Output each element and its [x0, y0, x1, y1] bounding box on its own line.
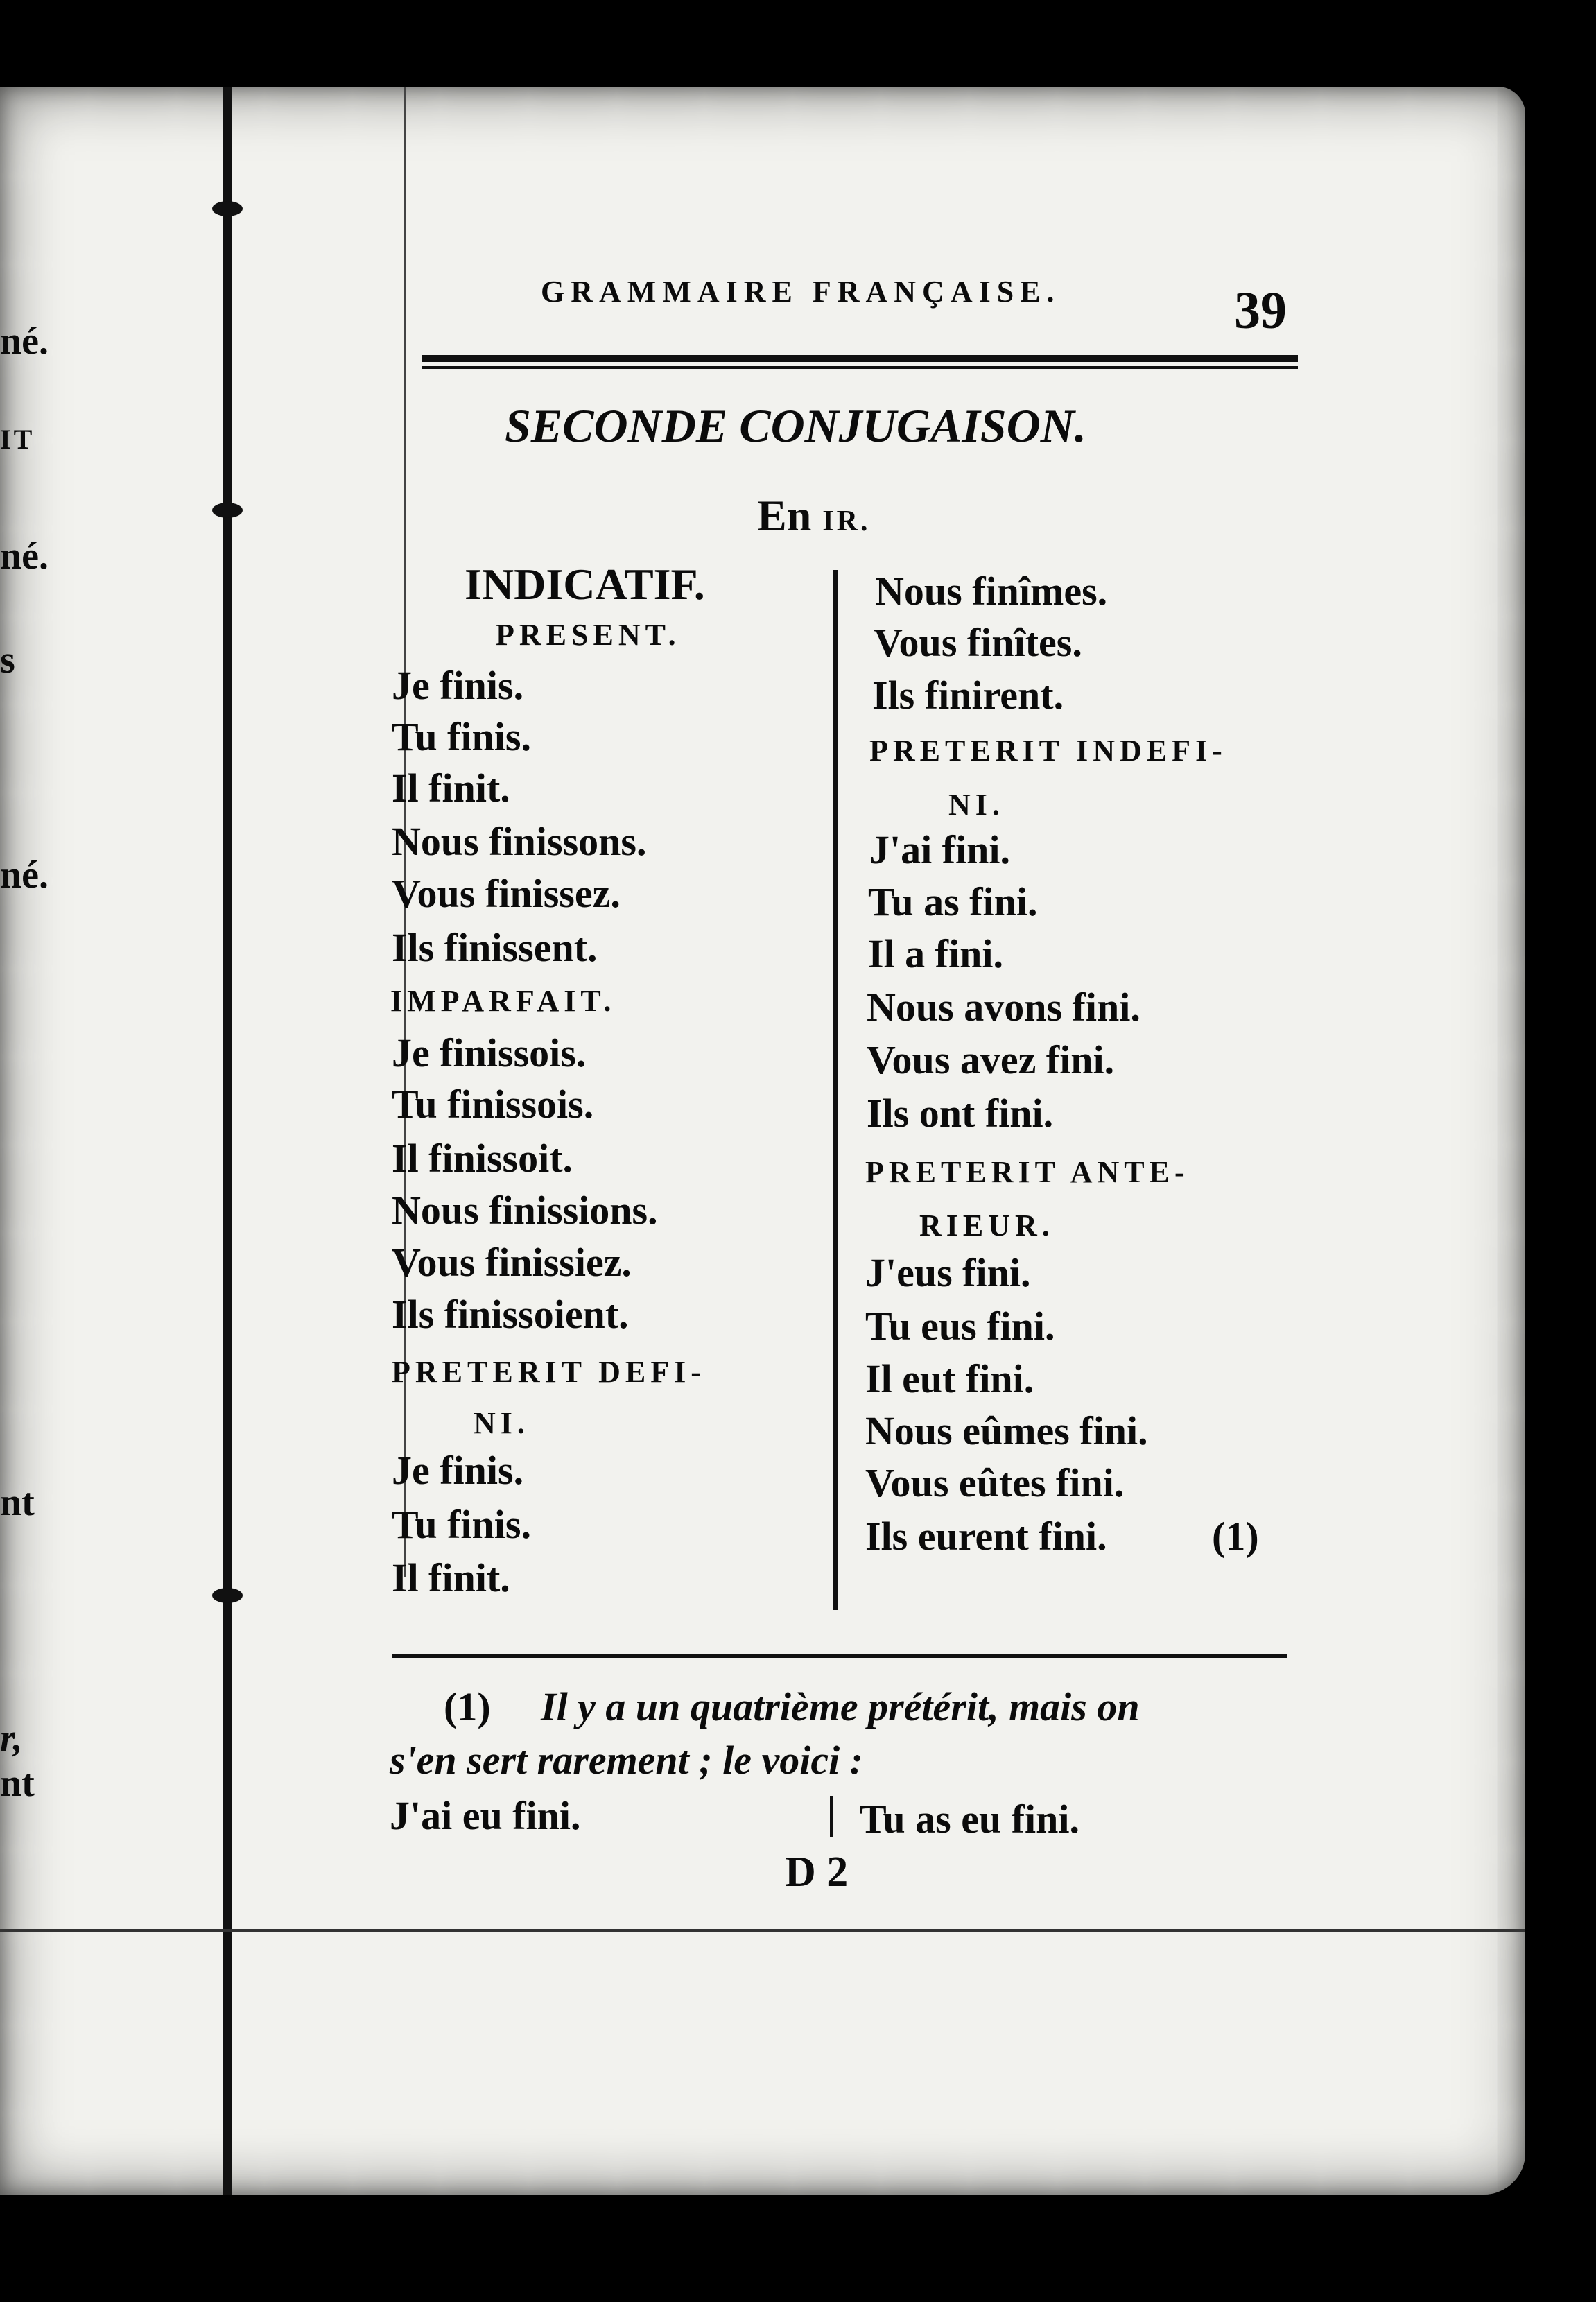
tense-heading-preterit-anterieur-cont: RIEUR. — [919, 1209, 1055, 1243]
chapter-title: SECONDE CONJUGAISON. — [505, 399, 1086, 452]
running-head: GRAMMAIRE FRANÇAISE. — [541, 275, 1061, 309]
conjugation-line: Nous avons fini. — [867, 985, 1140, 1030]
printer-signature: D 2 — [785, 1849, 849, 1896]
spine-stitch — [212, 503, 243, 518]
conjugation-line: Il finit. — [392, 765, 510, 811]
footnote-text-line2: s'en sert rarement ; le voici : — [390, 1738, 864, 1783]
tense-heading-preterit-indefini: PRETERIT INDEFI- — [869, 734, 1227, 768]
facing-fragment: r, — [0, 1717, 23, 1760]
tense-heading-preterit-anterieur: PRETERIT ANTE- — [865, 1155, 1190, 1189]
conjugation-line: Il a fini. — [868, 931, 1003, 976]
conjugation-subtitle — [757, 490, 870, 542]
column-divider — [833, 570, 838, 1610]
conjugation-line: Tu finissois. — [392, 1082, 594, 1127]
conjugation-line: Vous finîtes. — [874, 620, 1082, 665]
subtitle-ending: IR. — [822, 505, 871, 537]
tense-heading-preterit-indefini-cont: NI. — [948, 788, 1005, 822]
facing-fragment: né. — [0, 854, 49, 897]
conjugation-line: J'ai fini. — [869, 827, 1011, 872]
tense-heading-present: PRESENT. — [496, 618, 681, 652]
facing-fragment: nt — [0, 1762, 35, 1805]
footnote-example-left: J'ai eu fini. — [390, 1793, 581, 1838]
conjugation-line: Tu as fini. — [868, 879, 1038, 924]
conjugation-line: Ils ont fini. — [867, 1091, 1054, 1136]
footnote-reference: (1) — [1212, 1514, 1259, 1559]
header-rule — [422, 355, 1298, 362]
mood-heading: INDICATIF. — [465, 560, 705, 609]
facing-fragment: né. — [0, 320, 49, 363]
subtitle-main: En — [757, 491, 812, 540]
tense-heading-preterit-defini-cont: NI. — [474, 1406, 530, 1440]
conjugation-line: Nous eûmes fini. — [865, 1408, 1148, 1453]
conjugation-line: Vous eûtes fini. — [865, 1460, 1125, 1505]
conjugation-line: Il finissoit. — [392, 1136, 573, 1181]
conjugation-line: Je finissois. — [392, 1030, 587, 1075]
spine-stitch — [212, 201, 243, 216]
conjugation-line: Ils finissent. — [392, 925, 598, 970]
conjugation-line: Nous finissons. — [392, 819, 647, 864]
conjugation-line: Ils eurent fini. — [865, 1514, 1107, 1559]
conjugation-line: Nous finîmes. — [875, 569, 1108, 614]
page-fold-line — [0, 1929, 1525, 1932]
footnote-column-mark — [830, 1796, 833, 1837]
spine-stitch — [212, 1588, 243, 1603]
conjugation-line: Tu finis. — [392, 1502, 531, 1547]
conjugation-line: Je finis. — [392, 1448, 524, 1493]
conjugation-line: Tu finis. — [392, 714, 531, 759]
scan-border — [0, 2195, 1596, 2302]
facing-fragment: nt — [0, 1481, 35, 1524]
book-spine — [223, 87, 232, 2195]
footnote-text-line1: Il y a un quatrième prétérit, mais on — [541, 1684, 1140, 1729]
conjugation-line: Vous avez fini. — [867, 1037, 1115, 1082]
tense-heading-preterit-defini: PRETERIT DEFI- — [392, 1355, 706, 1389]
facing-fragment: IT — [0, 424, 35, 455]
conjugation-line: Ils finirent. — [872, 673, 1064, 718]
conjugation-line: Tu eus fini. — [865, 1304, 1055, 1349]
conjugation-line: Vous finissiez. — [392, 1240, 632, 1285]
header-rule-thin — [422, 366, 1298, 369]
facing-fragment: s — [0, 639, 15, 682]
footnote-rule — [392, 1654, 1287, 1658]
tense-heading-imparfait: IMPARFAIT. — [390, 984, 616, 1018]
conjugation-line: Nous finissions. — [392, 1188, 658, 1233]
footnote-marker: (1) — [444, 1684, 491, 1729]
facing-fragment: né. — [0, 535, 49, 578]
footnote-example-right: Tu as eu fini. — [860, 1797, 1079, 1842]
conjugation-line: Ils finissoient. — [392, 1292, 629, 1337]
conjugation-line: Il finit. — [392, 1555, 510, 1600]
conjugation-line: Vous finissez. — [392, 871, 621, 916]
conjugation-line: J'eus fini. — [865, 1250, 1031, 1295]
conjugation-line: Je finis. — [392, 663, 524, 708]
conjugation-line: Il eut fini. — [865, 1356, 1034, 1401]
page-number: 39 — [1234, 282, 1287, 340]
